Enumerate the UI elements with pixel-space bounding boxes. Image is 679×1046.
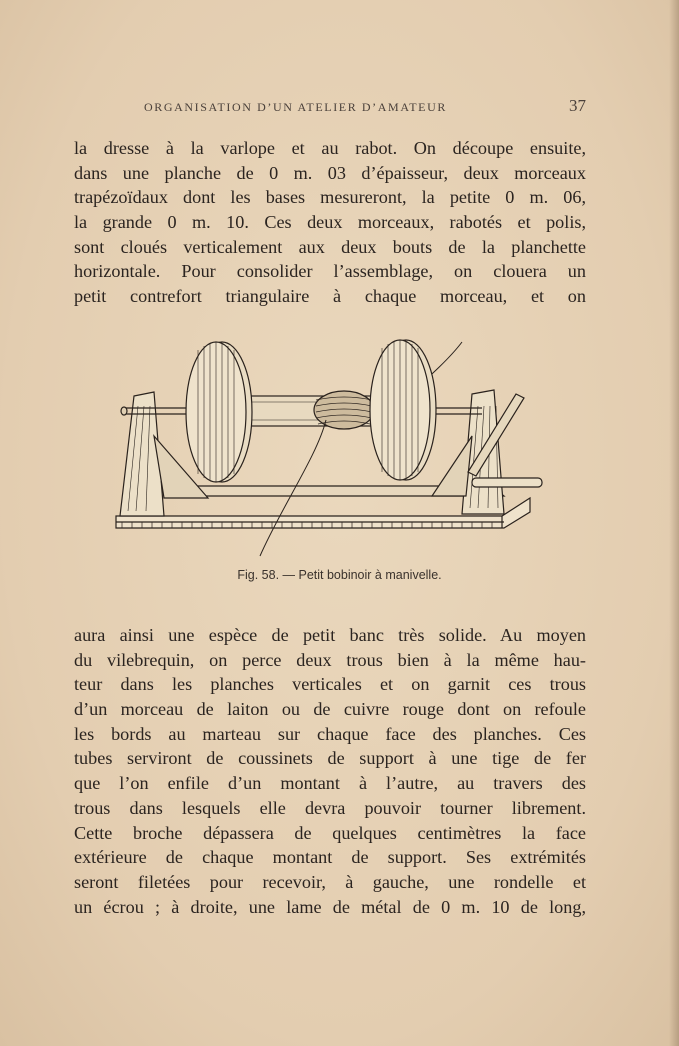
text-line: trapézoïdaux dont les bases mesureront, la petite 0 m. 06,: [74, 187, 586, 208]
text-line: la dresse à la varlope et au rabot. On découpe ensuite,: [74, 138, 586, 158]
text-line: un écrou ; à droite, une lame de métal de 0 m. 10 de long,: [74, 896, 586, 917]
text-line: petit contrefort triangulaire à chaque morceau, et on: [74, 286, 586, 307]
text-line: trous dans lesquels elle devra pouvoir tourner librement.: [74, 797, 586, 818]
paragraph-bottom: [74, 623, 586, 919]
text-line: sont cloués verticalement aux deux bouts de la planchette: [74, 236, 586, 257]
text-line: que l’on enfile d’un montant à l’autre, au travers des: [74, 773, 586, 794]
figure-caption: Fig. 58. — Petit bobinoir à manivelle.: [237, 568, 442, 582]
text-line: seront filetées pour recevoir, à gauche, une rondelle et: [74, 871, 586, 892]
page-edge-shadow: [669, 0, 679, 1046]
page-number: 37: [569, 96, 586, 115]
text-line: aura ainsi une espèce de petit banc très solide. Au moyen: [74, 625, 586, 645]
text-line: les bords au marteau sur chaque face des planches. Ces: [74, 723, 586, 744]
left-flange: [186, 342, 252, 482]
text-line: du vilebrequin, on perce deux trous bien à la même hau-: [74, 649, 586, 670]
running-title: ORGANISATION D’UN ATELIER D’AMATEUR: [144, 100, 447, 114]
text-line: d’un morceau de laiton ou de cuivre rouge dont on refoule: [74, 699, 586, 720]
right-flange: [370, 340, 436, 480]
figure-bobbin-winder: [112, 336, 552, 562]
text-line: Cette broche dépassera de quelques centimètres la face: [74, 822, 586, 843]
text-line: teur dans les planches verticales et on garnit ces trous: [74, 674, 586, 695]
running-head: [74, 96, 586, 118]
text-line: tubes serviront de coussinets de support à une tige de fer: [74, 748, 586, 769]
text-line: extérieure de chaque montant de support. Ses extrémités: [74, 847, 586, 868]
text-line: horizontale. Pour consolider l’assemblage, on clouera un: [74, 261, 586, 282]
right-upright: [432, 390, 504, 514]
text-line: la grande 0 m. 10. Ces deux morceaux, rabotés et polis,: [74, 212, 586, 233]
paragraph-top: [74, 136, 586, 309]
text-line: dans une planche de 0 m. 03 d’épaisseur, deux morceaux: [74, 162, 586, 183]
